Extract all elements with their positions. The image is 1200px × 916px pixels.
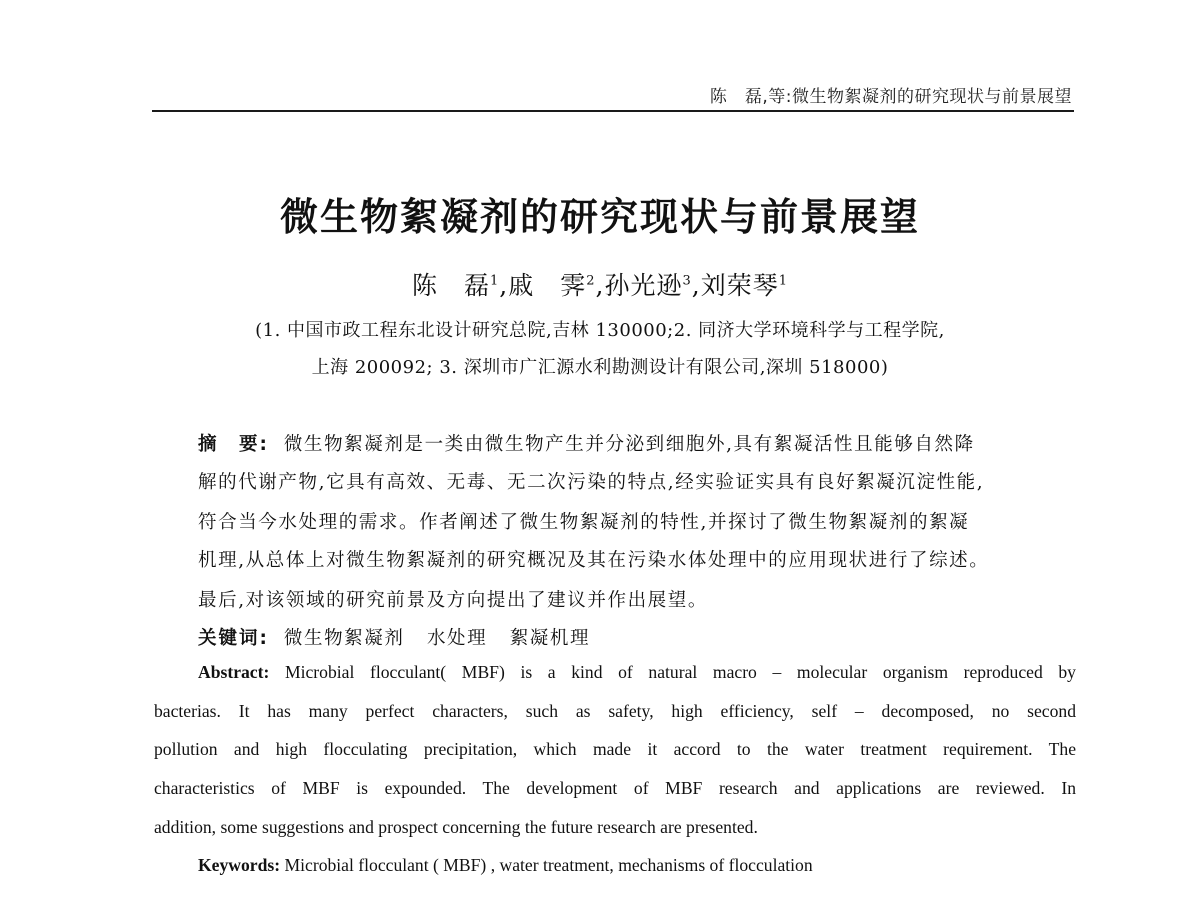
keywords-en-text: Microbial flocculant ( MBF) , water treatment, mechanisms of flocculation [284, 855, 813, 875]
abstract-en-text: bacterias. It has many perfect characters, such as safety, high efficiency, self – decomposed, no second [154, 701, 1076, 721]
abstract-cn-line [198, 430, 975, 456]
author-name: 孙光逊 [604, 271, 683, 300]
keyword-cn: 水处理 [426, 628, 488, 649]
abstract-en-label: Abstract: [198, 662, 270, 682]
paper-title: 微生物絮凝剂的研究现状与前景展望 [279, 195, 920, 239]
affiliation-line: 上海 200092; 3. 深圳市广汇源水利勘测设计有限公司,深圳 518000) [311, 357, 889, 378]
keywords-en [198, 855, 813, 876]
abstract-en-line: addition, some suggestions and prospect concerning the future research are presented. [154, 817, 758, 837]
abstract-cn-line: 解的代谢产物,它具有高效、无毒、无二次污染的特点,经实验证实具有良好絮凝沉淀性能, [198, 472, 985, 493]
keywords-cn-label: 关键词: [198, 628, 269, 649]
author-affiliation-mark: 1 [778, 273, 789, 289]
affiliation-line: (1. 中国市政工程东北设计研究总院,吉林 130000;2. 同济大学环境科学与工程学院, [255, 320, 945, 341]
author-name: 陈 磊 [411, 271, 490, 300]
abstract-en-line [154, 778, 1076, 799]
abstract-cn-line: 最后,对该领域的研究前景及方向提出了建议并作出展望。 [198, 590, 708, 611]
abstract-cn-line: 符合当今水处理的需求。作者阐述了微生物絮凝剂的特性,并探讨了微生物絮凝剂的絮凝 [198, 512, 970, 533]
author-affiliation-mark: 3 [682, 273, 692, 289]
keyword-cn: 微生物絮凝剂 [283, 628, 405, 649]
author-separator: , [595, 271, 605, 300]
abstract-en-text: pollution and high flocculating precipitation, which made it accord to the water treatment requirement. The [154, 739, 1076, 759]
header-rule [152, 110, 1074, 112]
keywords-cn [198, 624, 590, 650]
running-header: 陈 磊,等:微生物絮凝剂的研究现状与前景展望 [709, 87, 1072, 107]
abstract-en-text: Microbial flocculant( MBF) is a kind of natural macro – molecular organism reproduced by [284, 662, 1076, 682]
abstract-cn-line: 机理,从总体上对微生物絮凝剂的研究概况及其在污染水体处理中的应用现状进行了综述。 [198, 550, 990, 571]
abstract-en-line [198, 662, 1076, 683]
author-list [0, 266, 1200, 302]
author-name: 刘荣琴 [700, 271, 779, 300]
abstract-en-line [154, 739, 1076, 760]
author-affiliation-mark: 1 [489, 273, 500, 289]
abstract-cn-text: 微生物絮凝剂是一类由微生物产生并分泌到细胞外,具有絮凝活性且能够自然降 [283, 434, 975, 455]
keyword-cn: 絮凝机理 [509, 628, 591, 649]
author-name: 戚 霁 [508, 271, 587, 300]
author-separator: , [691, 271, 701, 300]
author-separator: , [499, 271, 509, 300]
abstract-cn-label: 摘 要: [198, 434, 269, 455]
abstract-en-line [154, 701, 1076, 722]
keywords-en-label: Keywords: [198, 855, 281, 875]
author-affiliation-mark: 2 [586, 273, 596, 289]
abstract-en-text: characteristics of MBF is expounded. The development of MBF research and applications are reviewed. In [154, 778, 1076, 798]
